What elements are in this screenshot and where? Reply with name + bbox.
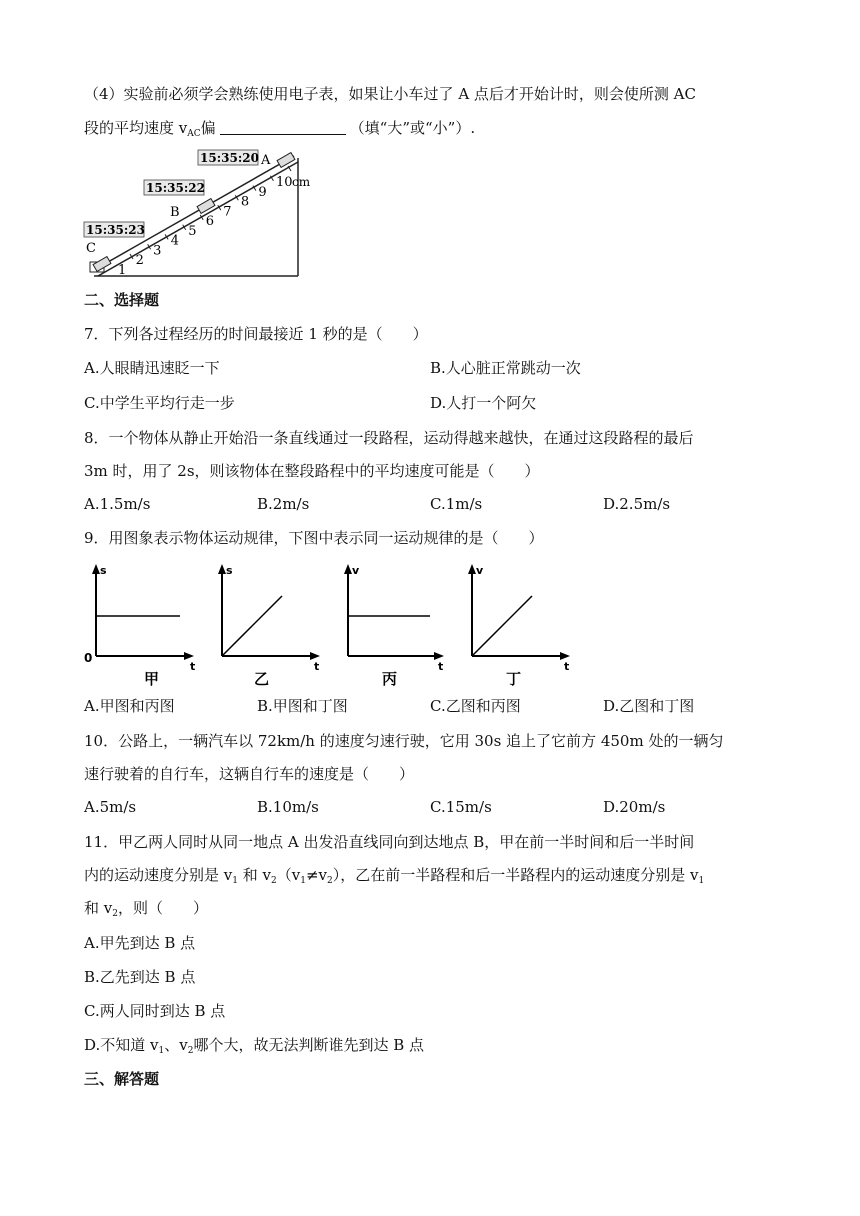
- graph-ding-x: t: [564, 660, 570, 673]
- q10-option-b[interactable]: B.10m/s: [257, 798, 319, 816]
- q8-stem-line2: 3m 时，用了 2s，则该物体在整段路程中的平均速度可能是（ ）: [84, 462, 540, 480]
- graph-jia-y: s: [100, 564, 107, 577]
- graph-jia: [84, 564, 195, 688]
- q8-stem-line1: 8．一个物体从静止开始沿一条直线通过一段路程，运动得越来越快，在通过这段路程的最后: [84, 429, 694, 447]
- q10-option-a[interactable]: A.5m/s: [84, 798, 137, 816]
- q7-option-b[interactable]: B.人心脏正常跳动一次: [430, 359, 581, 377]
- graph-bing-name: 丙: [382, 670, 398, 688]
- time-a: 15:35:20: [200, 151, 259, 165]
- scale-number: 4: [170, 233, 179, 249]
- q7-stem: 7．下列各过程经历的时间最接近 1 秒的是（ ）: [84, 325, 428, 343]
- scale-number: 6: [205, 214, 215, 230]
- q7-option-d[interactable]: D.人打一个阿欠: [430, 394, 537, 412]
- q8-option-a[interactable]: A.1.5m/s: [84, 495, 151, 513]
- q11-option-b[interactable]: B.乙先到达 B 点: [84, 968, 196, 986]
- q7-option-a[interactable]: A.人眼睛迅速眨一下: [84, 359, 220, 377]
- unit-label: cm: [292, 175, 310, 189]
- q7-option-c[interactable]: C.中学生平均行走一步: [84, 394, 235, 412]
- q9-option-a[interactable]: A.甲图和丙图: [84, 697, 175, 715]
- graph-bing-x: t: [438, 660, 444, 673]
- graph-yi-name: 乙: [254, 670, 270, 688]
- q11-stem-line1: 11．甲乙两人同时从同一地点 A 出发沿直线同向到达地点 B，甲在前一半时间和后一半时间: [84, 833, 695, 851]
- q11-stem-line3: 和 $v_2$，则（ ）: [84, 899, 208, 919]
- q8-option-d[interactable]: D.2.5m/s: [603, 495, 671, 513]
- graph-yi-x: t: [314, 660, 320, 673]
- graph-ding-y: v: [476, 564, 484, 577]
- q9-option-d[interactable]: D.乙图和丁图: [603, 697, 695, 715]
- q11-stem-line2: 内的运动速度分别是 $v_1$ 和 $v_2(v_1\ne v_2)$，乙在前一半路程和后一半路程内的运动速度分别是 $v_1$: [84, 866, 705, 886]
- graph-jia-x: t: [190, 660, 196, 673]
- q9-graphs: [82, 562, 582, 692]
- scale-number: 2: [135, 253, 144, 269]
- scale-number: 3: [153, 243, 162, 259]
- q10-stem-line2: 速行驶着的自行车，这辆自行车的速度是（ ）: [84, 765, 415, 783]
- graph-ding-name: 丁: [506, 670, 522, 688]
- q6-part4-line2: 段的平均速度 $v_{AC}$偏 （填“大”或“小”）.: [84, 119, 476, 139]
- q9-option-b[interactable]: B.甲图和丁图: [257, 697, 348, 715]
- time-b: 15:35:22: [146, 181, 205, 195]
- q11-option-a[interactable]: A.甲先到达 B 点: [84, 934, 196, 952]
- scale-number: 5: [188, 223, 197, 239]
- scale-number: 8: [240, 194, 250, 210]
- q10-stem-line1: 10．公路上，一辆汽车以 72km/h 的速度匀速行驶，它用 30s 追上了它前方 450m 处的一辆匀: [84, 732, 724, 750]
- q11-option-d[interactable]: D.不知道 $v_1$、$v_2$哪个大，故无法判断谁先到达 B 点: [84, 1036, 425, 1056]
- q8-option-c[interactable]: C.1m/s: [430, 495, 483, 513]
- time-c: 15:35:23: [86, 223, 145, 237]
- label-b: B: [170, 205, 180, 220]
- scale-number: 7: [223, 204, 232, 220]
- q10-option-d[interactable]: D.20m/s: [603, 798, 666, 816]
- graph-jia-origin: 0: [84, 651, 93, 665]
- answer-blank[interactable]: [220, 118, 346, 135]
- q9-stem: 9．用图象表示物体运动规律，下图中表示同一运动规律的是（ ）: [84, 529, 544, 547]
- graph-bing-y: v: [352, 564, 360, 577]
- graph-ding: [468, 564, 570, 688]
- section-title-answer: 三、解答题: [84, 1070, 160, 1088]
- q11-option-c[interactable]: C.两人同时到达 B 点: [84, 1002, 226, 1020]
- graph-jia-name: 甲: [144, 670, 160, 688]
- q8-option-b[interactable]: B.2m/s: [257, 495, 310, 513]
- scale-number: 10: [276, 175, 293, 190]
- scale-number: 1: [118, 263, 127, 278]
- section-title-choice: 二、选择题: [84, 291, 160, 309]
- graph-bing: [344, 564, 444, 688]
- graph-yi-y: s: [226, 564, 233, 577]
- graph-yi: [218, 564, 320, 688]
- q10-option-c[interactable]: C.15m/s: [430, 798, 492, 816]
- q6-part4-line1: （4）实验前必须学会熟练使用电子表，如果让小车过了 A 点后才开始计时，则会使所测 AC: [84, 85, 696, 103]
- q9-option-c[interactable]: C.乙图和丙图: [430, 697, 521, 715]
- scale-number: 9: [258, 184, 267, 200]
- label-a: A: [261, 153, 271, 168]
- incline-diagram: [80, 146, 310, 282]
- label-c: C: [86, 241, 96, 256]
